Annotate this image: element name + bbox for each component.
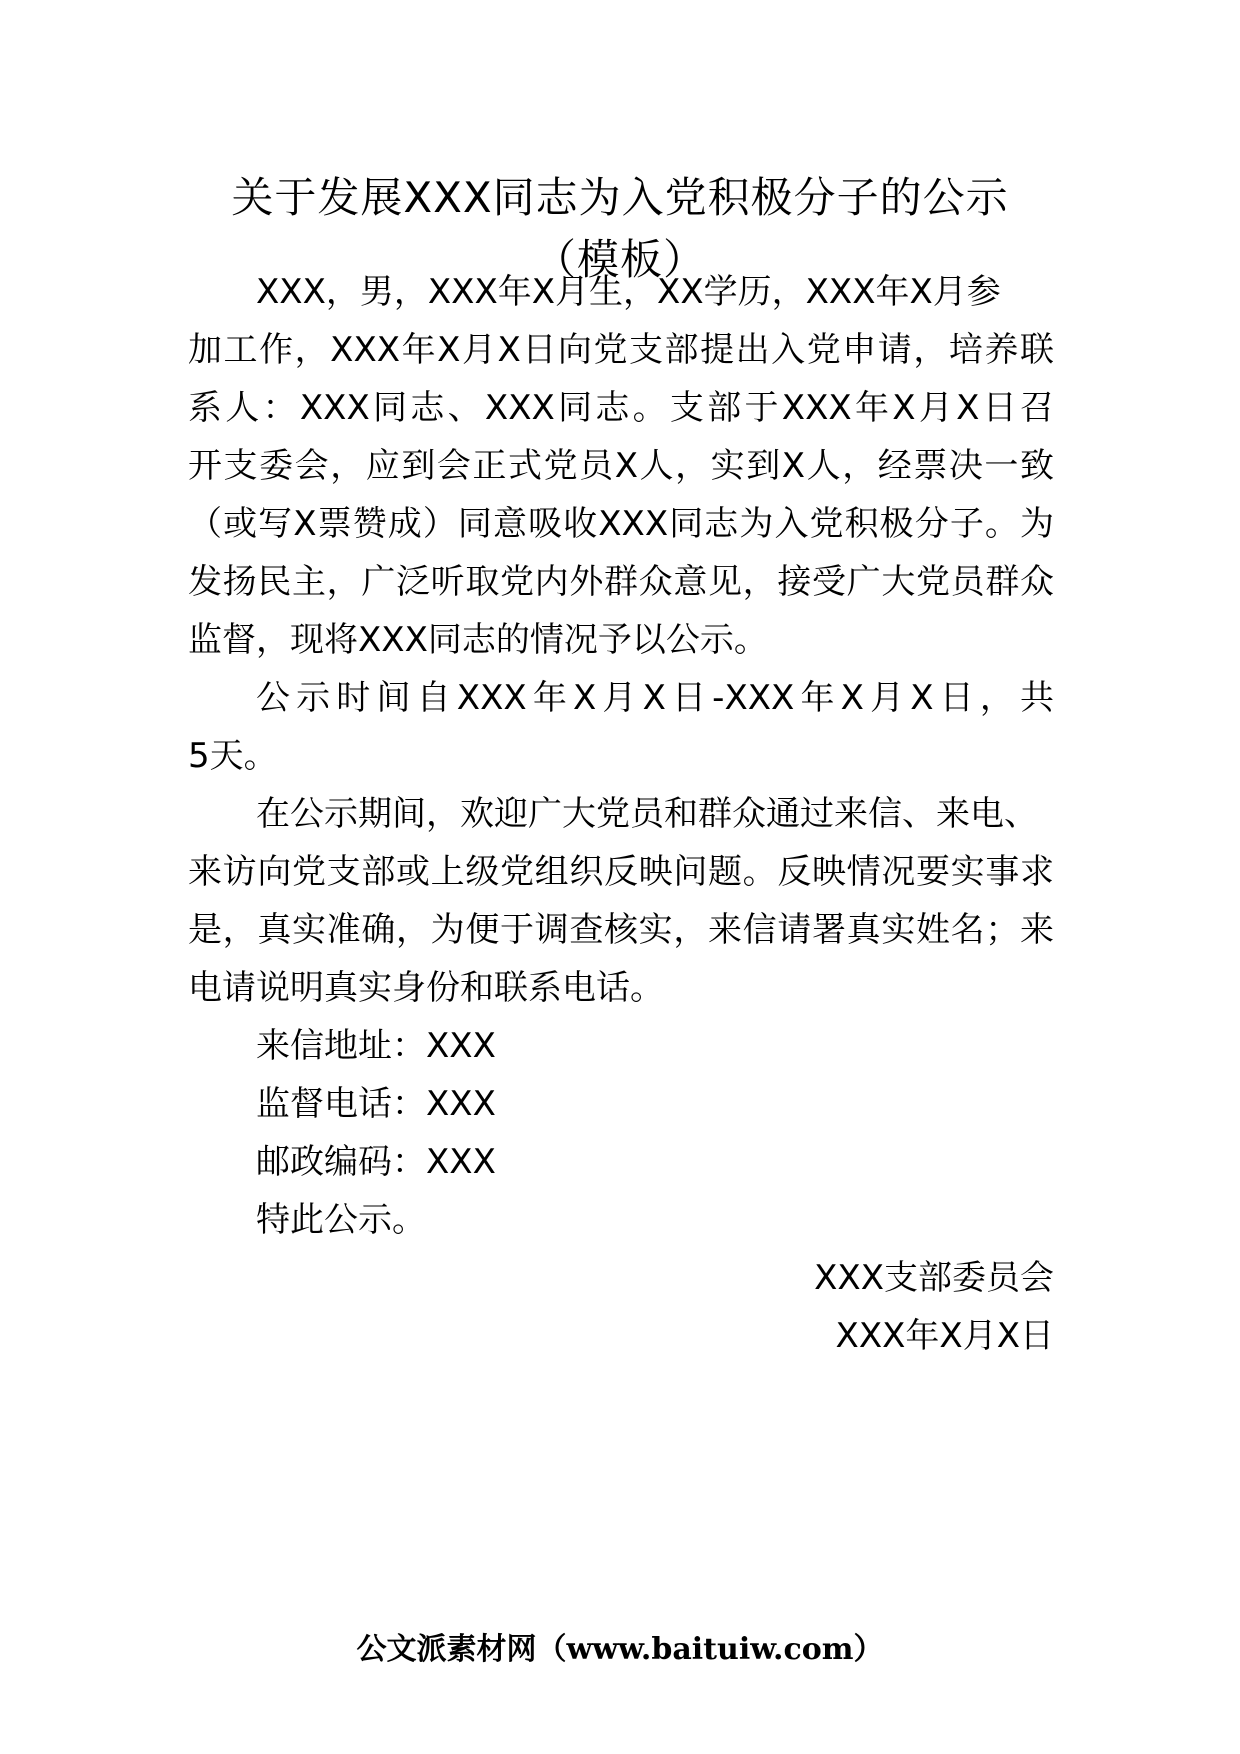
contact-phone: 监督电话：XXX [256, 1084, 496, 1124]
signature-organization: XXX支部委员会 [814, 1258, 1054, 1298]
para1-line-4: 开支委会，应到会正式党员X人，实到X人，经票决一致 [188, 446, 1054, 486]
para2-line-1: 公示时间自XXX年X月X日-XXX年X月X日，共 [256, 678, 1055, 718]
para1-line-7: 监督，现将XXX同志的情况予以公示。 [188, 620, 768, 660]
para1-line-2: 加工作，XXX年X月X日向党支部提出入党申请，培养联 [188, 330, 1054, 370]
para1-line-3: 系人：XXX同志、XXX同志。支部于XXX年X月X日召 [188, 388, 1054, 428]
para3-line-1: 在公示期间，欢迎广大党员和群众通过来信、来电、 [256, 794, 1038, 834]
para1-line-5: （或写X票赞成）同意吸收XXX同志为入党积极分子。为 [188, 504, 1054, 544]
para1-line-6: 发扬民主，广泛听取党内外群众意见，接受广大党员群众 [188, 562, 1054, 602]
document-subtitle: （模板） [533, 235, 706, 284]
para3-line-2: 来访向党支部或上级党组织反映问题。反映情况要实事求 [188, 852, 1054, 892]
para3-line-4: 电请说明真实身份和联系电话。 [188, 968, 664, 1008]
para1-line-1: XXX，男，XXX年X月生，XX学历，XXX年X月参 [256, 272, 1001, 312]
closing-statement: 特此公示。 [256, 1200, 426, 1240]
footer-watermark: 公文派素材网（www.baituiw.com） [356, 1632, 884, 1667]
signature-date: XXX年X月X日 [835, 1316, 1054, 1356]
document-title: 关于发展XXX同志为入党积极分子的公示 [231, 173, 1009, 222]
para3-line-3: 是，真实准确，为便于调查核实，来信请署真实姓名；来 [188, 910, 1054, 950]
para2-line-2: 5天。 [188, 736, 278, 776]
contact-address: 来信地址：XXX [256, 1026, 496, 1066]
contact-postcode: 邮政编码：XXX [256, 1142, 496, 1182]
